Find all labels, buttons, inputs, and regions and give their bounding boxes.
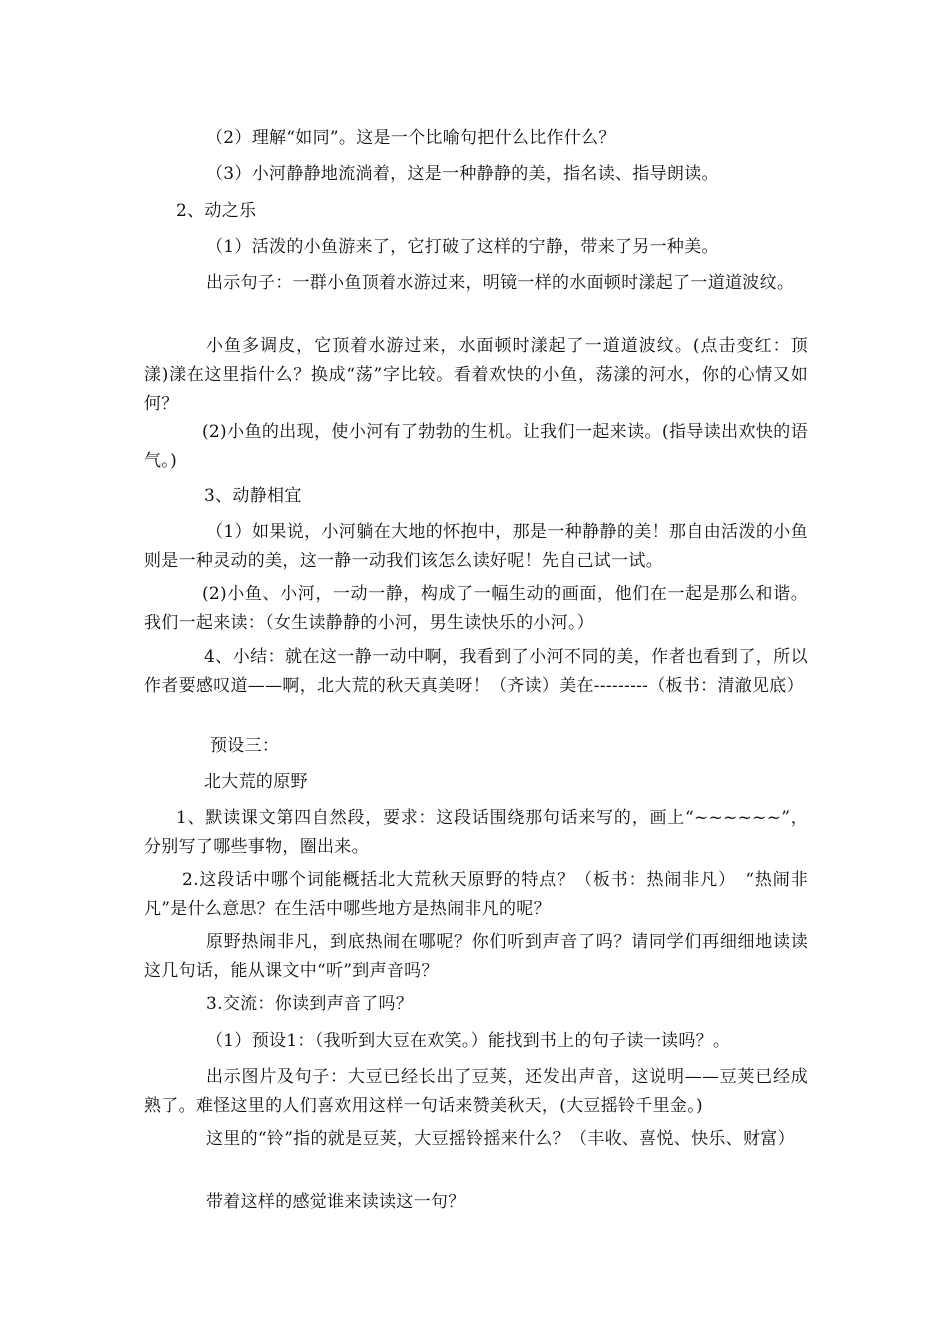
paragraph-read-feeling: 带着这样的感觉谁来读读这一句？	[206, 1192, 466, 1212]
paragraph-summary: 4、小结：就在这一静一动中啊，我看到了小河不同的美，作者也看到了，所以作者要感叹道——啊，北大荒的秋天真美呀！（齐读）美在---------（板书：清澈见底）	[144, 647, 808, 696]
paragraph-understand-rutong: （2）理解“如同”。这是一个比喻句把什么比作什么？	[206, 128, 616, 148]
paragraph-preset-1: （1）预设1：（我听到大豆在欢笑。）能找到书上的句子读一读吗？。	[206, 1031, 731, 1051]
paragraph-show-picture: 出示图片及句子：大豆已经长出了豆荚，还发出声音，这说明——豆荚已经成熟了。难怪这里的人们喜欢用这样一句话来赞美秋天，(大豆摇铃千里金。)	[144, 1067, 808, 1116]
paragraph-if-river: （1）如果说，小河躺在大地的怀抱中，那是一种静静的美！那自由活泼的小鱼则是一种灵动的美，这一静一动我们该怎么读好呢！先自己试一试。	[144, 522, 808, 571]
paragraph-quiet-river: （3）小河静静地流淌着，这是一种静静的美，指名读、指导朗读。	[206, 164, 719, 184]
paragraph-show-sentence: 出示句子：一群小鱼顶着水游过来，明镜一样的水面顿时漾起了一道道波纹。	[206, 273, 795, 293]
paragraph-hear-sounds: 原野热闹非凡，到底热闹在哪呢？你们听到声音了吗？请同学们再细细地读读这几句话，能从课文中“听”到声音吗？	[144, 932, 808, 981]
paragraph-fish-vitality: (2)小鱼的出现，使小河有了勃勃的生机。让我们一起来读。(指导读出欢快的语气。)	[144, 422, 808, 471]
paragraph-fish-river-harmony: (2)小鱼、小河，一动一静，构成了一幅生动的画面，他们在一起是那么和谐。我们一起来读：（女生读静静的小河，男生读快乐的小河。）	[144, 584, 808, 633]
heading-wilderness: 北大荒的原野	[204, 772, 308, 792]
paragraph-bell-meaning: 这里的“铃”指的就是豆荚，大豆摇铃摇来什么？（丰收、喜悦、快乐、财富）	[206, 1129, 795, 1149]
heading-motion-stillness: 3、动静相宜	[204, 486, 302, 506]
paragraph-exchange: 3.交流：你读到声音了吗？	[206, 994, 414, 1014]
heading-motion-joy: 2、动之乐	[176, 201, 257, 221]
paragraph-naughty-fish: 小鱼多调皮，它顶着水游过来，水面顿时漾起了一道道波纹。(点击变红：顶 漾)漾在这里指什么？换成“荡”字比较。看着欢快的小鱼，荡漾的河水，你的心情又如何？	[144, 336, 843, 414]
paragraph-silent-reading: 1、默读课文第四自然段，要求：这段话围绕那句话来写的，画上“~~~~~~”，分别写了哪些事物，圈出来。	[144, 808, 808, 857]
paragraph-lively-extraordinary: 2.这段话中哪个词能概括北大荒秋天原野的特点？（板书：热闹非凡） “热闹非凡”是什么意思？在生活中哪些地方是热闹非凡的呢？	[144, 870, 808, 919]
heading-preset-three: 预设三：	[210, 736, 280, 756]
paragraph-lively-fish: （1）活泼的小鱼游来了，它打破了这样的宁静，带来了另一种美。	[206, 237, 719, 257]
